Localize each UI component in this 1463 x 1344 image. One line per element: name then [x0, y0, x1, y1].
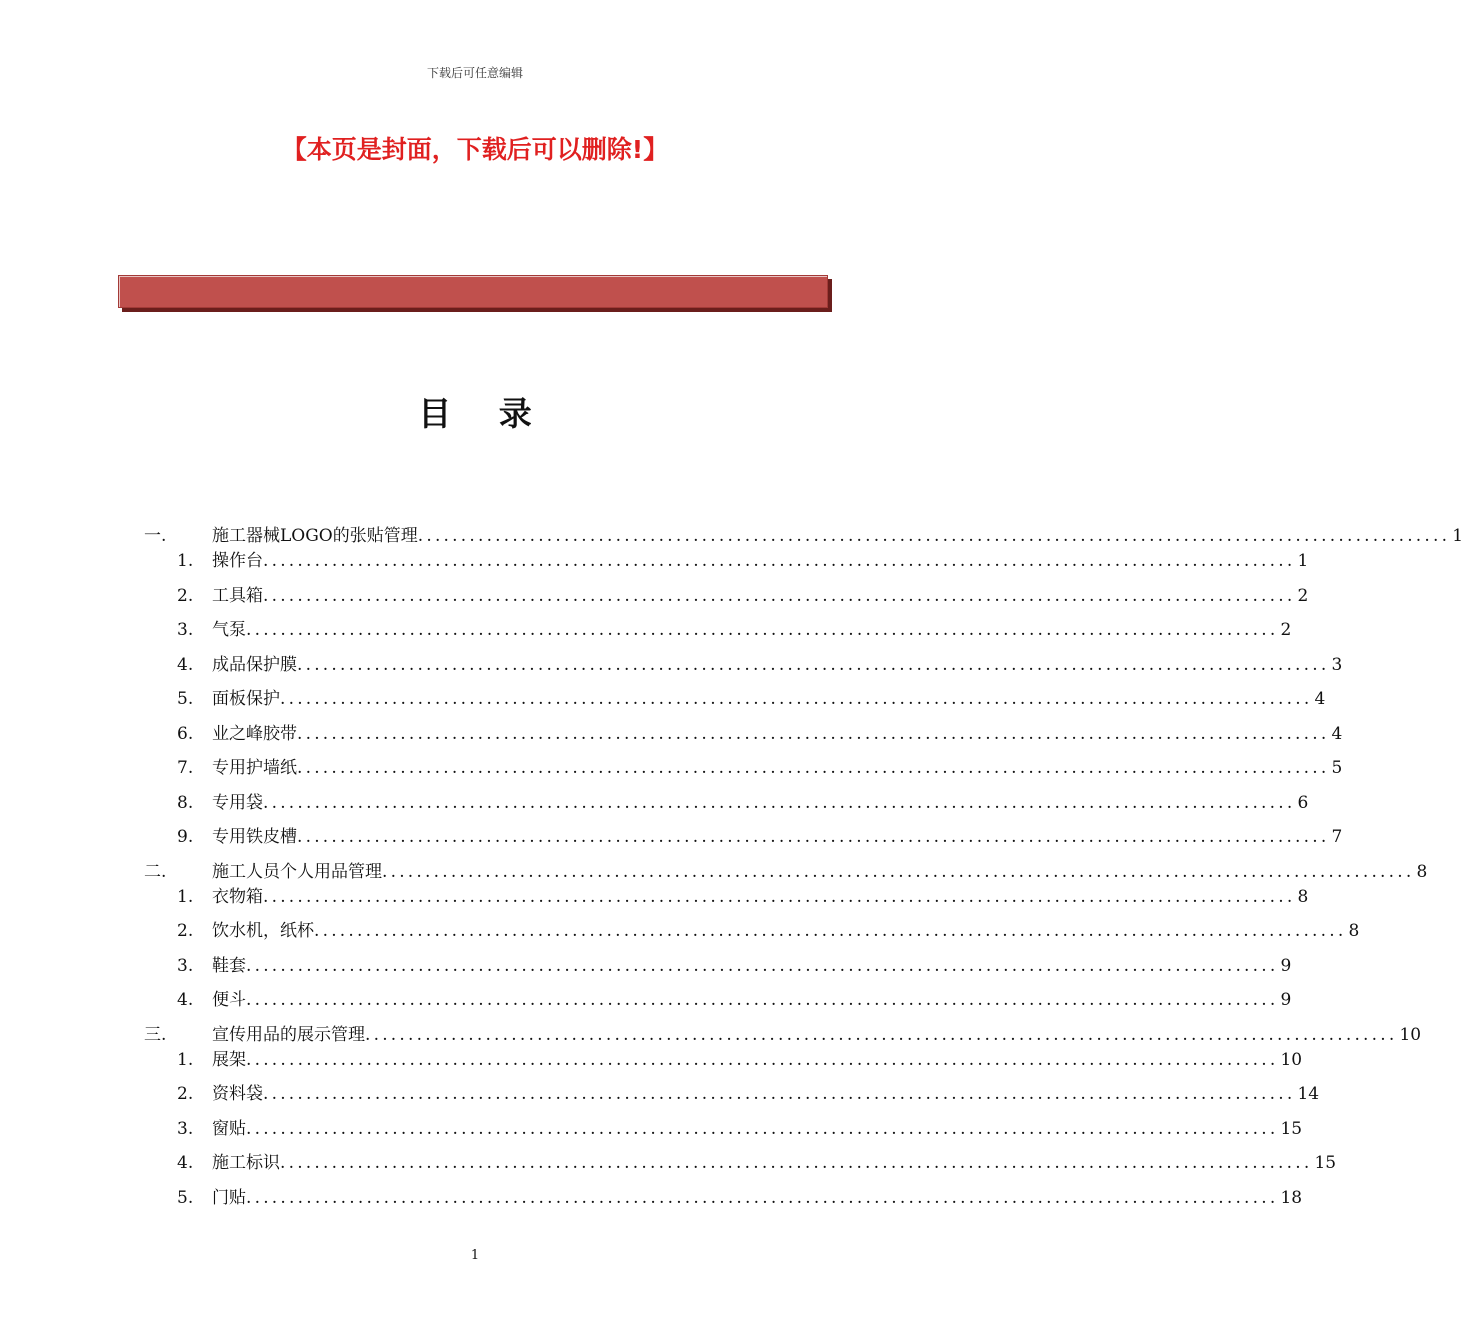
toc-entry-page: 14	[1297, 1084, 1320, 1104]
toc-entry-title: 宣传用品的展示管理	[212, 1025, 365, 1045]
toc-entry-page: 6	[1297, 793, 1309, 813]
toc-entry-number: 1.	[177, 1050, 194, 1070]
toc-entry-title: 施工器械LOGO的张贴管理	[212, 526, 418, 546]
toc-entry-title: 便斗	[212, 990, 246, 1010]
toc-entry[interactable]	[142, 883, 1309, 911]
toc-entry-title: 专用铁皮槽	[212, 827, 297, 847]
toc-entry-page: 10	[1399, 1025, 1422, 1045]
toc-entry[interactable]	[142, 754, 1343, 782]
toc-entry[interactable]	[142, 1115, 1303, 1143]
toc-entry-page: 9	[1280, 990, 1292, 1010]
toc-entry-title: 展架	[212, 1050, 246, 1070]
toc-entry[interactable]	[142, 986, 1292, 1014]
toc-leader-dots: ........................................................................................................................	[246, 1050, 1279, 1070]
toc-title: 目 录	[418, 394, 550, 433]
toc-entry[interactable]	[142, 1046, 1303, 1074]
toc-entry-title: 窗贴	[212, 1119, 246, 1139]
toc-entry[interactable]	[142, 616, 1292, 644]
toc-entry-number: 1.	[177, 887, 194, 907]
toc-leader-dots: ........................................................................................................................	[263, 1084, 1296, 1104]
toc-entry-page: 4	[1314, 689, 1326, 709]
toc-entry-page: 2	[1280, 620, 1292, 640]
toc-entry-number: 8.	[177, 793, 194, 813]
toc-entry-page: 10	[1280, 1050, 1303, 1070]
toc-entry[interactable]	[142, 547, 1309, 575]
toc-entry-number: 9.	[177, 827, 194, 847]
toc-entry[interactable]	[142, 685, 1326, 713]
toc-entry-number: 二.	[144, 862, 167, 882]
toc-entry-title: 工具箱	[212, 586, 263, 606]
toc-entry-page: 5	[1331, 758, 1343, 778]
toc-leader-dots: ........................................................................................................................	[263, 793, 1296, 813]
toc-entry[interactable]	[142, 582, 1309, 610]
toc-entry[interactable]	[142, 789, 1309, 817]
toc-leader-dots: ........................................................................................................................	[297, 827, 1330, 847]
toc-entry-page: 8	[1416, 862, 1428, 882]
toc-entry[interactable]	[142, 522, 1463, 550]
toc-leader-dots: ........................................................................................................................	[246, 1188, 1279, 1208]
toc-entry[interactable]	[142, 917, 1360, 945]
toc-leader-dots: ........................................................................................................................	[246, 956, 1279, 976]
toc-entry-title: 门贴	[212, 1188, 246, 1208]
toc-entry-page: 1	[1452, 526, 1463, 546]
toc-entry-title: 气泵	[212, 620, 246, 640]
banner-bar	[118, 275, 828, 308]
decorative-banner	[116, 271, 834, 313]
toc-leader-dots: ........................................................................................................................	[417, 526, 1451, 546]
toc-entry-title: 成品保护膜	[212, 655, 297, 675]
toc-entry-number: 一.	[144, 526, 167, 546]
toc-entry-number: 4.	[177, 655, 194, 675]
header-note: 下载后可任意编辑	[426, 66, 523, 80]
cover-notice: 【本页是封面，下载后可以删除!】	[281, 135, 669, 164]
toc-leader-dots: ........................................................................................................................	[246, 990, 1279, 1010]
toc-entry-title: 业之峰胶带	[212, 724, 297, 744]
toc-leader-dots: ........................................................................................................................	[280, 689, 1313, 709]
toc-leader-dots: ........................................................................................................................	[297, 758, 1330, 778]
toc-entry[interactable]	[142, 823, 1343, 851]
toc-entry[interactable]	[142, 1080, 1320, 1108]
toc-entry-number: 5.	[177, 1188, 194, 1208]
toc-entry-page: 1	[1297, 551, 1309, 571]
toc-entry-title: 衣物箱	[212, 887, 263, 907]
toc-entry-title: 面板保护	[212, 689, 280, 709]
toc-entry[interactable]	[142, 1184, 1303, 1212]
toc-entry-page: 7	[1331, 827, 1343, 847]
toc-entry[interactable]	[142, 651, 1343, 679]
toc-entry-page: 18	[1280, 1188, 1303, 1208]
toc-entry-number: 4.	[177, 1153, 194, 1173]
toc-entry-page: 2	[1297, 586, 1309, 606]
toc-leader-dots: ........................................................................................................................	[246, 620, 1279, 640]
toc-entry-page: 15	[1280, 1119, 1303, 1139]
toc-entry-page: 9	[1280, 956, 1292, 976]
toc-entry-number: 2.	[177, 1084, 194, 1104]
toc-entry[interactable]	[142, 952, 1292, 980]
toc-entry-title: 操作台	[212, 551, 263, 571]
toc-entry-number: 4.	[177, 990, 194, 1010]
toc-entry-page: 8	[1297, 887, 1309, 907]
toc-entry-title: 施工标识	[212, 1153, 280, 1173]
toc-leader-dots: ........................................................................................................................	[280, 1153, 1313, 1173]
toc-leader-dots: ........................................................................................................................	[297, 655, 1330, 675]
toc-entry-title: 专用护墙纸	[212, 758, 297, 778]
toc-entry-page: 15	[1314, 1153, 1337, 1173]
toc-entry[interactable]	[142, 1021, 1422, 1049]
toc-entry-number: 2.	[177, 586, 194, 606]
toc-entry-page: 8	[1348, 921, 1360, 941]
toc-entry-number: 2.	[177, 921, 194, 941]
toc-entry-number: 7.	[177, 758, 194, 778]
toc-entry-page: 4	[1331, 724, 1343, 744]
toc-entry-number: 5.	[177, 689, 194, 709]
toc-entry-page: 3	[1331, 655, 1343, 675]
toc-leader-dots: ........................................................................................................................	[263, 586, 1296, 606]
toc-leader-dots: ........................................................................................................................	[297, 724, 1330, 744]
toc-leader-dots: ........................................................................................................................	[263, 551, 1296, 571]
toc-entry-title: 饮水机，纸杯	[212, 921, 314, 941]
toc-entry-number: 3.	[177, 956, 194, 976]
toc-entry-number: 3.	[177, 620, 194, 640]
toc-entry-number: 三.	[144, 1025, 167, 1045]
toc-entry-title: 施工人员个人用品管理	[212, 862, 382, 882]
toc-entry-title: 专用袋	[212, 793, 263, 813]
toc-entry-title: 资料袋	[212, 1084, 263, 1104]
toc-leader-dots: ........................................................................................................................	[365, 1025, 1398, 1045]
toc-entry[interactable]	[142, 858, 1428, 886]
toc-leader-dots: ........................................................................................................................	[314, 921, 1347, 941]
toc-entry[interactable]	[142, 1149, 1337, 1177]
toc-entry-number: 1.	[177, 551, 194, 571]
toc-entry-number: 6.	[177, 724, 194, 744]
toc-entry-title: 鞋套	[212, 956, 246, 976]
toc-entry-number: 3.	[177, 1119, 194, 1139]
toc-leader-dots: ........................................................................................................................	[246, 1119, 1279, 1139]
toc-entry[interactable]	[142, 720, 1343, 748]
toc-leader-dots: ........................................................................................................................	[263, 887, 1296, 907]
toc-leader-dots: ........................................................................................................................	[382, 862, 1415, 882]
page-number: 1	[470, 1248, 480, 1263]
